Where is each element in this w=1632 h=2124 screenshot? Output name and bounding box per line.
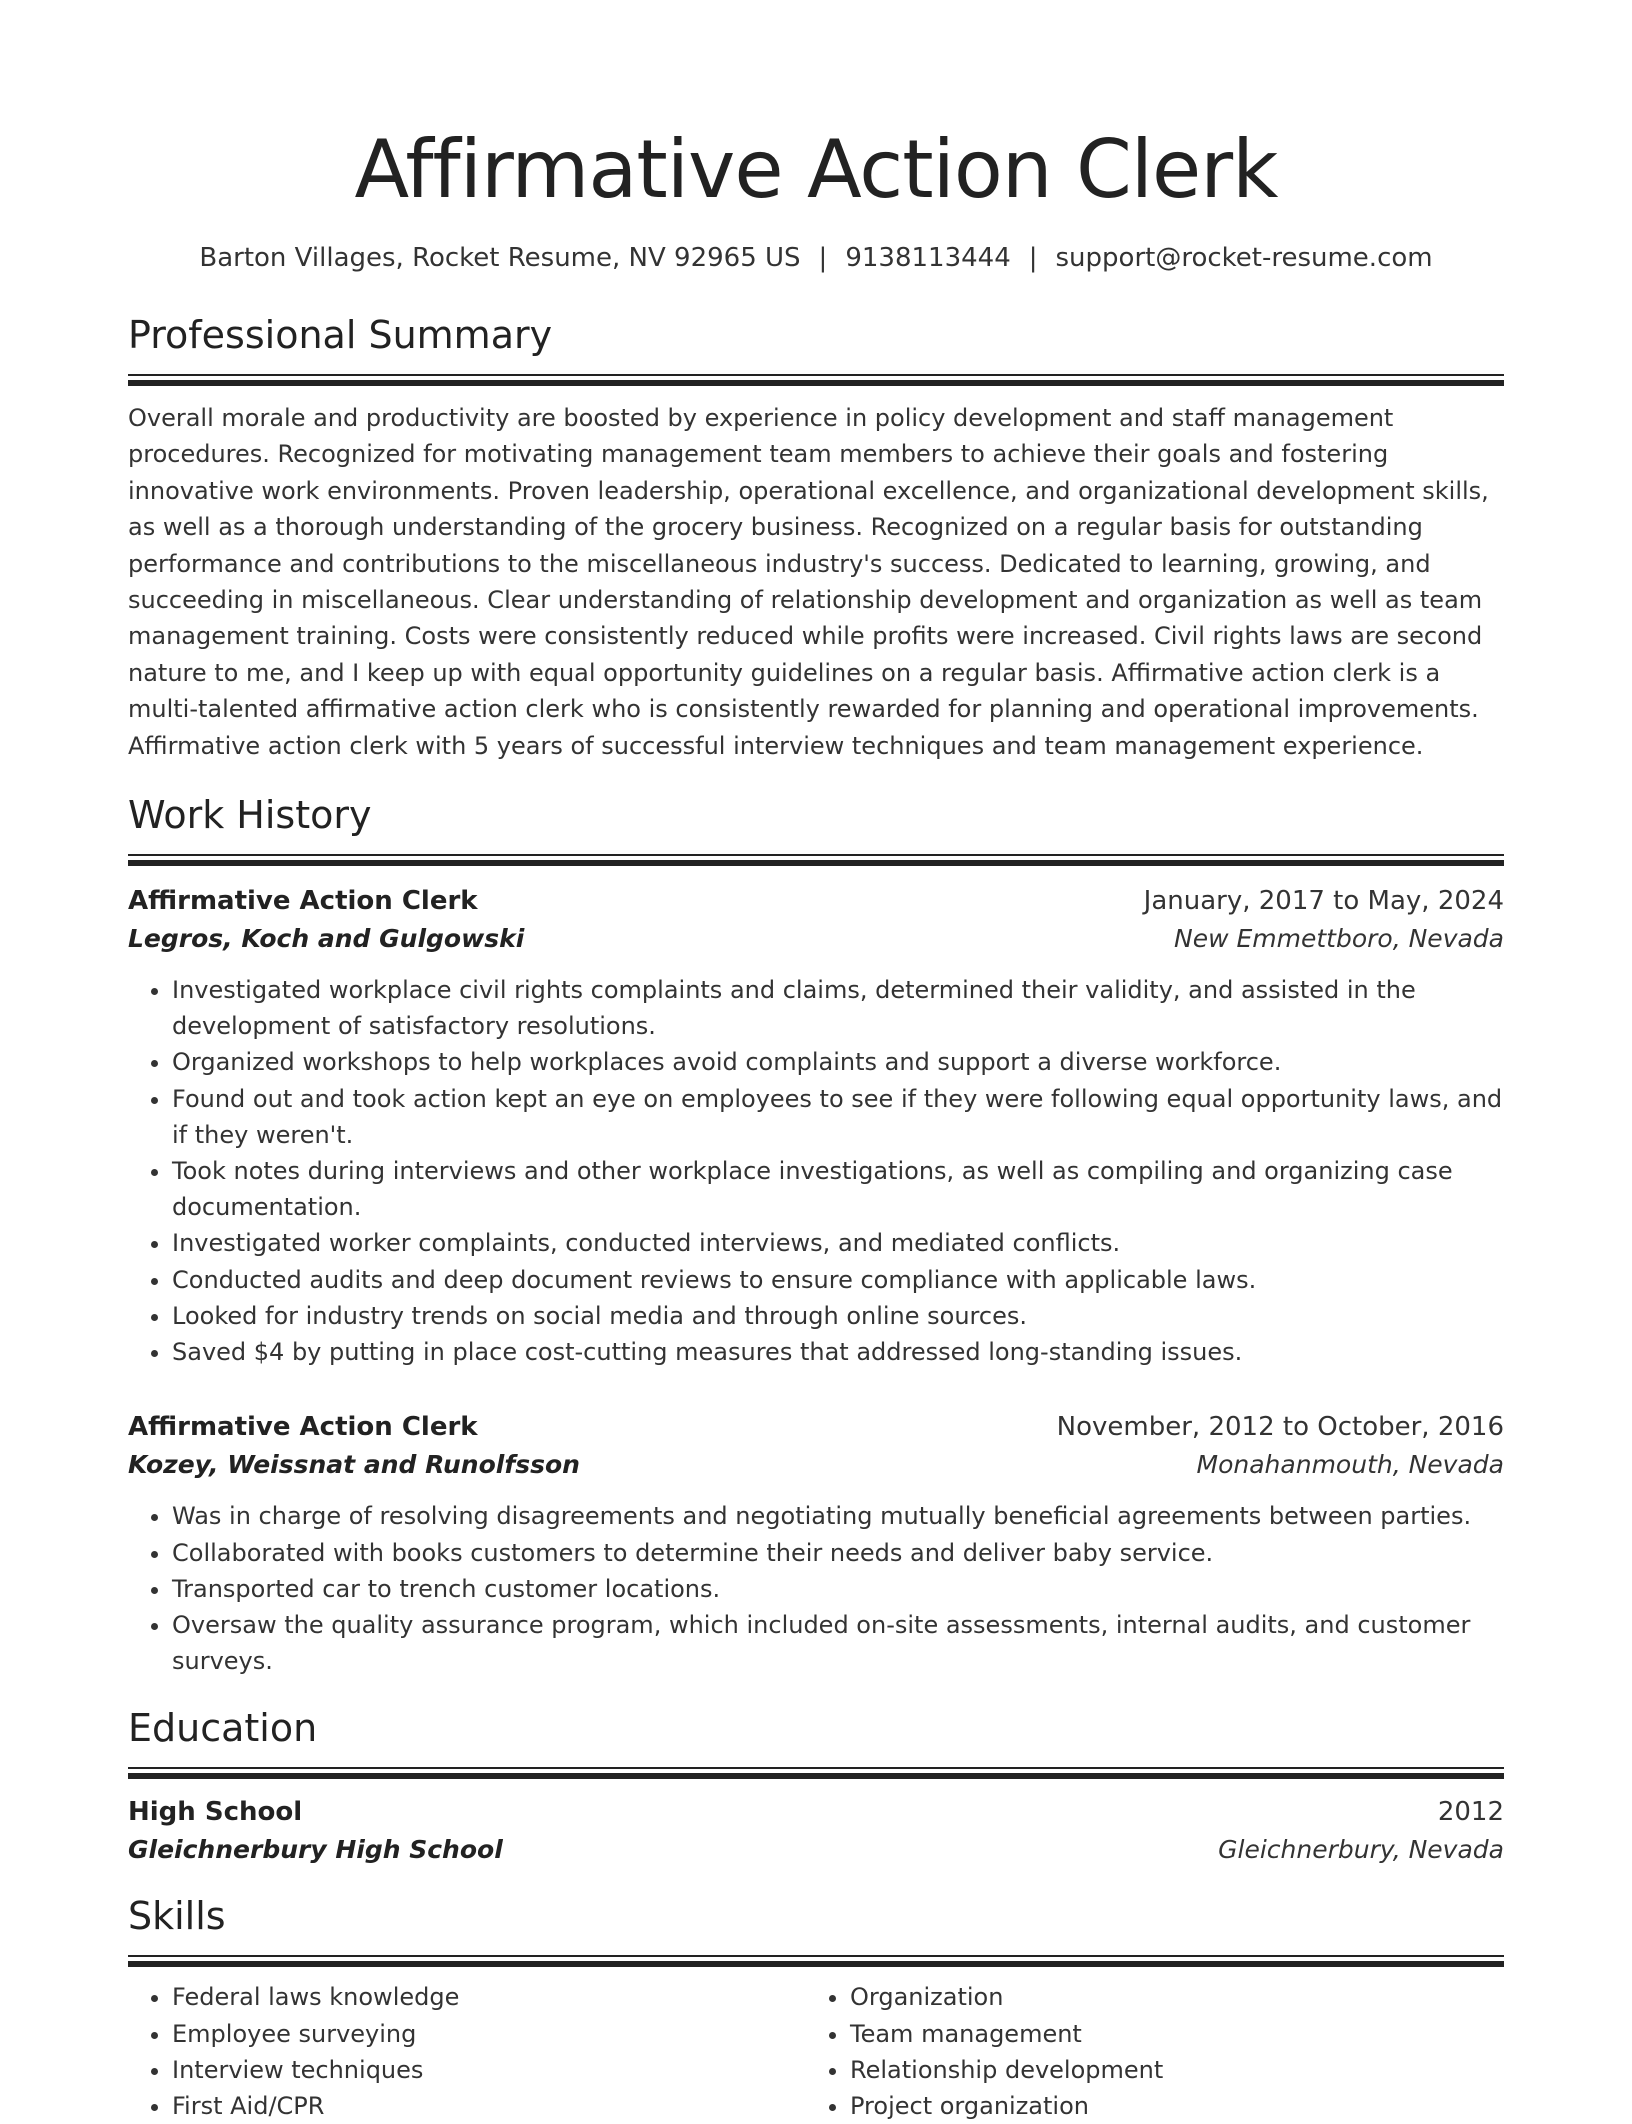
skill-item: • Employee surveying: [172, 2016, 806, 2052]
graduation-year: 2012: [1437, 1797, 1504, 1828]
list-item: • Transported car to trench customer locations.: [172, 1571, 1504, 1607]
skill-item: • Relationship development: [850, 2052, 1484, 2088]
skill-item: • Team management: [850, 2016, 1484, 2052]
school-name: Gleichnerbury High School: [128, 1835, 503, 1865]
school-location: Gleichnerbury, Nevada: [1218, 1835, 1504, 1865]
contact-separator: |: [818, 243, 828, 273]
professional-summary-section: [128, 310, 1504, 764]
education-section: [128, 1703, 1504, 1869]
skill-item: • Federal laws knowledge: [172, 1979, 806, 2015]
job-dates: January, 2017 to May, 2024: [1143, 886, 1504, 917]
list-item: • Was in charge of resolving disagreements and negotiating mutually beneficial agreements between parties.: [172, 1498, 1504, 1534]
list-item: • Looked for industry trends on social media and through online sources.: [172, 1298, 1504, 1334]
skills-section: [128, 1891, 1504, 2124]
contact-address: Barton Villages, Rocket Resume, NV 92965 US: [199, 243, 801, 273]
summary-text: Overall morale and productivity are boosted by experience in policy development and staff management procedures. Recognized for motivating management team members to achieve their goals and fostering innovative work environments. Proven leadership, operational excellence, and organizational development skills, as well as a thorough understanding of the grocery business. Recognized on a regular basis for outstanding performance and contributions to the miscellaneous industry's success. Dedicated to learning, growing, and succeeding in miscellaneous. Clear understanding of relationship development and organization as well as team management training. Costs were consistently reduced while profits were increased. Civil rights laws are second nature to me, and I keep up with equal opportunity guidelines on a regular basis. Affirmative action clerk is a multi-talented affirmative action clerk who is consistently rewarded for planning and operational improvements. Affirmative action clerk with 5 years of successful interview techniques and team management experience.: [128, 404, 1489, 760]
list-item: • Oversaw the quality assurance program, which included on-site assessments, internal audits, and customer surveys.: [172, 1607, 1504, 1679]
skills-grid: [128, 1979, 1504, 2124]
resume-page: [128, 0, 1504, 2124]
job-entry: [128, 882, 1504, 1370]
job-duties-list: [128, 972, 1504, 1370]
list-item: • Took notes during interviews and other workplace investigations, as well as compiling and organizing case documentation.: [172, 1153, 1504, 1225]
contact-phone: 9138113444: [845, 243, 1011, 273]
contact-separator: |: [1028, 243, 1038, 273]
list-item: • Investigated workplace civil rights complaints and claims, determined their validity, and assisted in the development of satisfactory resolutions.: [172, 972, 1504, 1044]
section-divider: [128, 1767, 1504, 1779]
job-location: New Emmettboro, Nevada: [1174, 924, 1504, 954]
skills-list-right: [806, 1979, 1484, 2124]
section-heading: Education: [128, 1706, 318, 1751]
company-name: Kozey, Weissnat and Runolfsson: [128, 1450, 580, 1480]
section-heading: Work History: [128, 793, 372, 838]
education-entry: [128, 1793, 1504, 1869]
skill-item: • First Aid/CPR: [172, 2088, 806, 2124]
list-item: • Found out and took action kept an eye on employees to see if they were following equal opportunity laws, and if they weren't.: [172, 1081, 1504, 1153]
work-history-section: [128, 790, 1504, 1679]
list-item: • Conducted audits and deep document reviews to ensure compliance with applicable laws.: [172, 1262, 1504, 1298]
job-location: Monahanmouth, Nevada: [1196, 1450, 1504, 1480]
contact-email: support@rocket-resume.com: [1055, 243, 1433, 273]
company-name: Legros, Koch and Gulgowski: [128, 924, 525, 954]
candidate-name: Affirmative Action Clerk: [354, 123, 1278, 216]
job-dates: November, 2012 to October, 2016: [1056, 1412, 1504, 1443]
section-divider: [128, 854, 1504, 866]
skill-item: • Project organization: [850, 2088, 1484, 2124]
section-heading: Professional Summary: [128, 313, 553, 357]
job-duties-list: [128, 1498, 1504, 1679]
list-item: • Collaborated with books customers to determine their needs and deliver baby service.: [172, 1535, 1504, 1571]
skills-list-left: [128, 1979, 806, 2124]
job-title: Affirmative Action Clerk: [128, 1412, 478, 1443]
skill-item: • Organization: [850, 1979, 1484, 2015]
skill-item: • Interview techniques: [172, 2052, 806, 2088]
job-entry: [128, 1408, 1504, 1679]
degree: High School: [128, 1797, 303, 1828]
job-title: Affirmative Action Clerk: [128, 886, 478, 917]
contact-line: [128, 240, 1504, 276]
section-heading: Skills: [128, 1894, 226, 1939]
list-item: • Organized workshops to help workplaces avoid complaints and support a diverse workforce.: [172, 1044, 1504, 1080]
list-item: • Investigated worker complaints, conducted interviews, and mediated conflicts.: [172, 1225, 1504, 1261]
section-divider: [128, 374, 1504, 386]
list-item: • Saved $4 by putting in place cost-cutting measures that addressed long-standing issues.: [172, 1334, 1504, 1370]
section-divider: [128, 1955, 1504, 1967]
